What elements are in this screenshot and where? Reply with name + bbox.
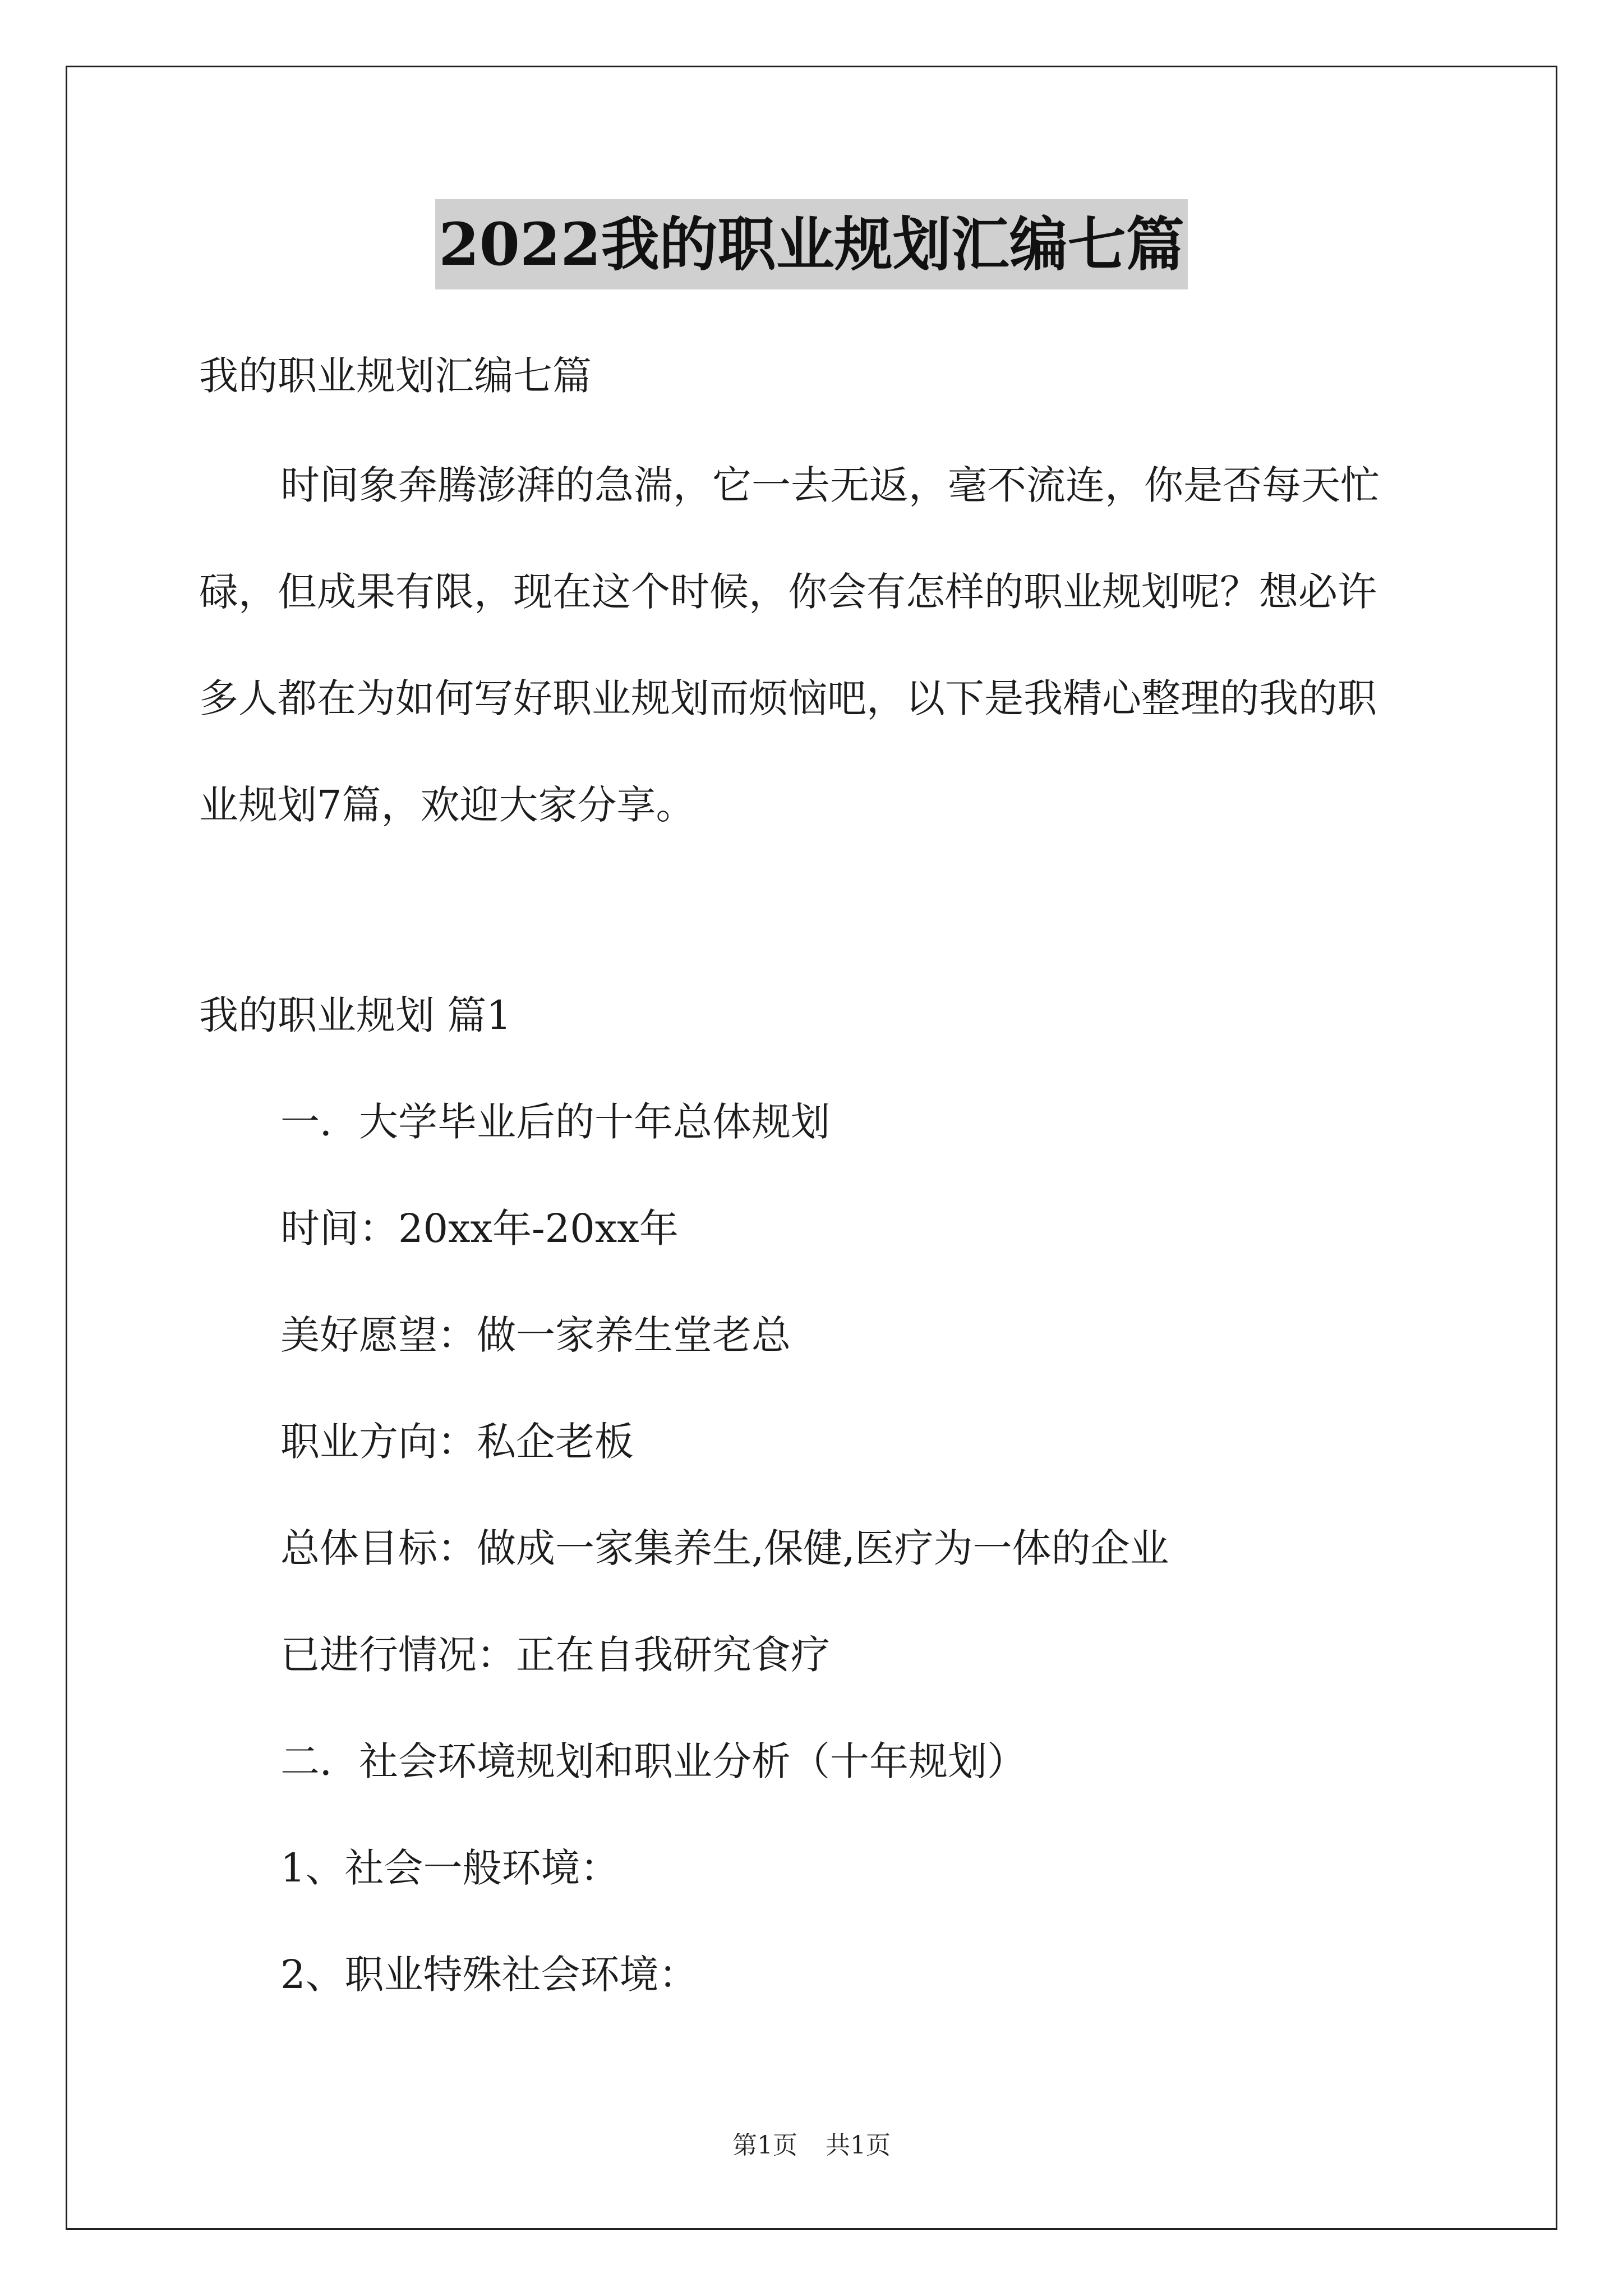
section-heading: 我的职业规划 篇1 — [199, 992, 511, 1038]
page-footer — [0, 2129, 1623, 2162]
list-item: 总体目标：做成一家集养生,保健,医疗为一体的企业 — [280, 1525, 1169, 1571]
page-number-total: 共1页 — [826, 2131, 891, 2160]
list-item: 时间：20xx年-20xx年 — [280, 1205, 679, 1251]
document-subtitle: 我的职业规划汇编七篇 — [199, 353, 592, 399]
list-item: 2、职业特殊社会环境： — [280, 1952, 698, 1998]
intro-line-4: 业规划7篇，欢迎大家分享。 — [199, 782, 695, 828]
list-item: 已进行情况：正在自我研究食疗 — [280, 1632, 830, 1678]
document-title: 2022我的职业规划汇编七篇 — [435, 199, 1187, 289]
intro-line-3: 多人都在为如何写好职业规划而烦恼吧，以下是我精心整理的我的职 — [199, 675, 1377, 721]
intro-line-1: 时间象奔腾澎湃的急湍，它一去无返，毫不流连，你是否每天忙 — [280, 462, 1380, 508]
page-number-current: 第1页 — [732, 2131, 797, 2160]
list-item: 一．大学毕业后的十年总体规划 — [280, 1099, 830, 1145]
list-item: 美好愿望：做一家养生堂老总 — [280, 1312, 791, 1358]
intro-line-2: 碌，但成果有限，现在这个时候，你会有怎样的职业规划呢？想必许 — [199, 569, 1377, 615]
title-container — [0, 199, 1623, 289]
list-item: 1、社会一般环境： — [280, 1845, 620, 1891]
list-item: 二．社会环境规划和职业分析（十年规划） — [280, 1738, 1026, 1784]
list-item: 职业方向：私企老板 — [280, 1419, 634, 1465]
